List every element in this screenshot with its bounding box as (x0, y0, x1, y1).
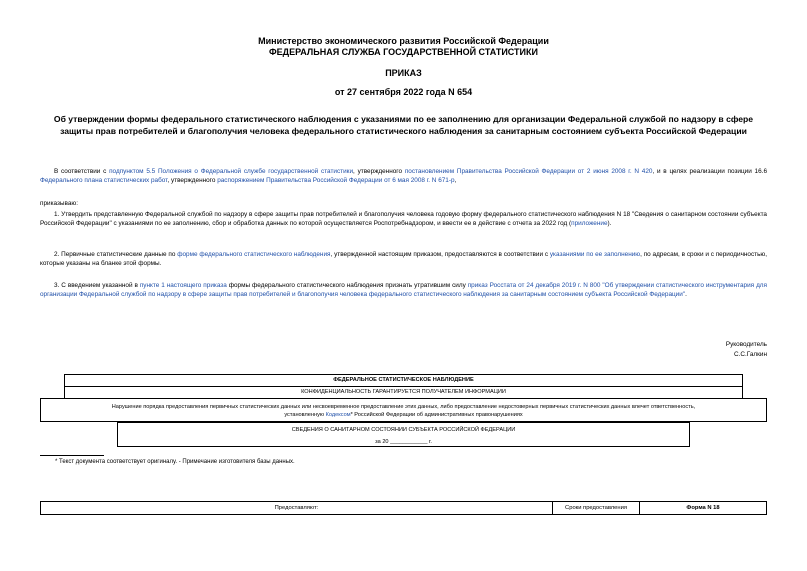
doc-date-number: от 27 сентября 2022 года N 654 (334, 87, 473, 97)
info-title: СВЕДЕНИЯ О САНИТАРНОМ СОСТОЯНИИ СУБЪЕКТА РОССИЙСКОЙ ФЕДЕРАЦИИ (291, 427, 516, 433)
observation-box: ФЕДЕРАЛЬНОЕ СТАТИСТИЧЕСКОЕ НАБЛЮДЕНИЕ (64, 374, 743, 387)
signatory-name: С.С.Галкин (733, 351, 767, 358)
info-box (117, 422, 690, 447)
signatory-position: Руководитель (725, 341, 767, 348)
item-3-paragraph: 3. С введением указанной в пункте 1 настоящего приказа формы федерального статистического наблюдения признать утратившим силу приказ Росстата от 24 декабря 2019 г. N 800 "Об утверждении статистического инструментария для организации Федеральной службой по надзору в сфере защиты прав потребителей и благополучия человека федерального статистического наблюдения за санитарным состоянием субъекта Российской Федерации". (40, 282, 767, 299)
footnote: * Текст документа соответствует оригиналу. - Примечание изготовителя базы данных. (55, 459, 295, 465)
link-resolution[interactable]: постановлением Правительства Российской Федерации от 2 июня 2008 г. N 420 (404, 168, 653, 175)
doc-type: ПРИКАЗ (385, 68, 422, 78)
link-order[interactable]: распоряжением Правительства Российской Федерации от 6 мая 2008 г. N 671-р (217, 177, 455, 185)
orders-label: приказываю: (40, 200, 78, 207)
warning-box (40, 398, 767, 422)
document-title: Об утверждении формы федерального статистического наблюдения с указаниями по ее заполнению для организации Федеральной службой по надзору в сфере защиты прав потребителей и благополучия человека федерального статистического наблюдения за санитарным состоянием субъекта Российской Федерации (53, 114, 754, 136)
form-number: Форма N 18 (686, 505, 720, 511)
item-2-paragraph: 2. Первичные статистические данные по форме федерального статистического наблюдения, утвержденной настоящим приказом, предоставляются в соответствии с указаниями по ее заполнению, по адресам, в сроки и с периодичностью, которые указаны на бланке этой формы. (40, 251, 767, 268)
footnote-divider (40, 455, 104, 456)
warning-line-1: Нарушение порядка предоставления первичных статистических данных или несвоевременное предоставление этих данных, либо предоставление недостоверных первичных статистических данных влечет ответственность, (111, 404, 696, 410)
service-name: ФЕДЕРАЛЬНАЯ СЛУЖБА ГОСУДАРСТВЕННОЙ СТАТИСТИКИ (269, 47, 538, 57)
link-regulation[interactable]: подпунктом 5.5 Положения о Федеральной службе государственной статистики (109, 168, 354, 175)
warning-line-2: установленную Кодексом* Российской Федерации об административных правонарушениях (284, 412, 523, 418)
submitters-header: Предоставляют: (41, 502, 553, 514)
link-instructions[interactable]: указаниями по ее заполнению (549, 251, 641, 258)
ministry-name: Министерство экономического развития Российской Федерации (258, 36, 549, 46)
info-period: за 20 ____________ г. (375, 439, 432, 445)
link-item-1[interactable]: пункте 1 настоящего приказа (139, 282, 227, 289)
signature-block (726, 340, 767, 360)
link-federal-plan[interactable]: Федерального плана статистических работ (40, 177, 168, 185)
item-1-paragraph: 1. Утвердить представленную Федеральной службой по надзору в сфере защиты прав потребителей и благополучия человека годовую форму федерального статистического наблюдения N 18 "Сведения о санитарном состоянии субъекта Российской Федерации" с указаниями по ее заполнению, сбор и обработка данных по которой осуществляется Роспотребнадзором, и ввести ее в действие с отчета за 2022 год (приложение). (40, 211, 767, 228)
link-appendix[interactable]: приложение (571, 220, 608, 228)
deadlines-header: Сроки предоставления (553, 502, 640, 514)
submission-table (40, 501, 767, 515)
preamble-paragraph: В соответствии с подпунктом 5.5 Положения о Федеральной службе государственной статистики, утвержденного постановлением Правительства Российской Федерации от 2 июня 2008 г. N 420, и в целях реализации позиции 16.6 Федерального плана статистических работ, утвержденного распоряжением Правительства Российской Федерации от 6 мая 2008 г. N 671-р, (40, 168, 767, 185)
confidentiality-box: КОНФИДЕНЦИАЛЬНОСТЬ ГАРАНТИРУЕТСЯ ПОЛУЧАТЕЛЕМ ИНФОРМАЦИИ (64, 386, 743, 399)
link-administrative-code[interactable]: Кодексом (325, 412, 351, 418)
link-form[interactable]: форме федерального статистического наблюдения (177, 251, 331, 258)
link-rosstat-order[interactable]: приказ Росстата от 24 декабря 2019 г. N 800 "Об утверждении статистического инструментария для организации Федеральной службой по надзору в сфере защиты прав потребителей и благополучия человека федерального статистического наблюдения за санитарным состоянием субъекта Российской Федерации" (40, 282, 767, 299)
